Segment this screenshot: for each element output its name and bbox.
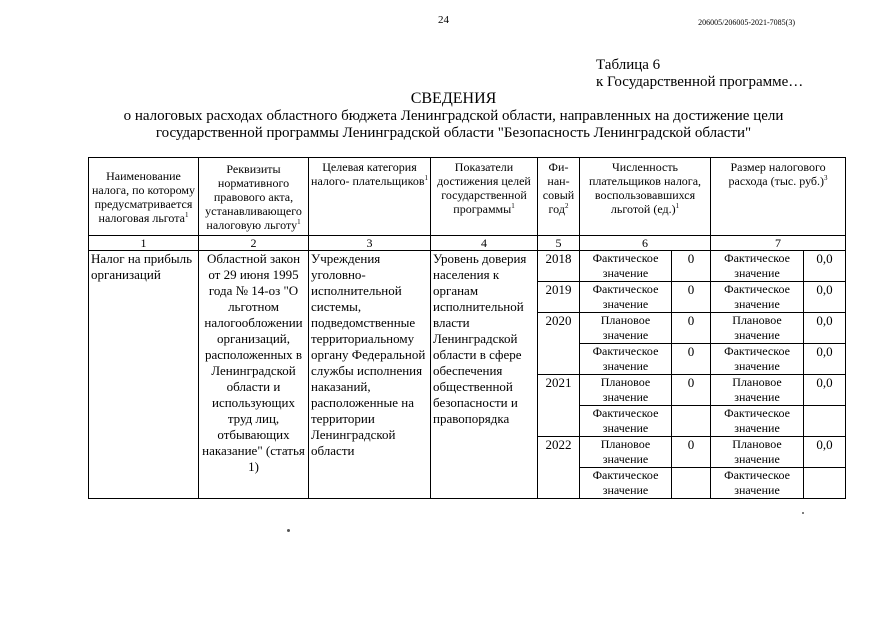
count-value-cell xyxy=(672,406,711,437)
column-header-indicators: Показатели достижения целей государственной программы$^1$ xyxy=(431,158,538,236)
count-type-cell: Фактическое значение xyxy=(580,282,672,313)
count-value-cell xyxy=(672,468,711,499)
amount-type-cell: Фактическое значение xyxy=(711,406,804,437)
column-header-fiscal-year: Фи- нан- совый год$^2$ xyxy=(538,158,580,236)
count-value-cell: 0 xyxy=(672,313,711,344)
column-number: 4 xyxy=(431,236,538,251)
count-type-cell: Плановое значение xyxy=(580,437,672,468)
count-value-cell: 0 xyxy=(672,375,711,406)
count-value-cell: 0 xyxy=(672,437,711,468)
amount-type-cell: Фактическое значение xyxy=(711,251,804,282)
indicator-cell: Уровень доверия населения к органам исполнительной власти Ленинградской области в сфере обеспечения общественной безопасности и правопорядка xyxy=(431,251,538,499)
count-type-cell: Фактическое значение xyxy=(580,406,672,437)
column-number: 2 xyxy=(199,236,309,251)
page-number: 24 xyxy=(438,14,449,26)
table-label: Таблица 6 xyxy=(596,57,661,73)
table-reference: к Государственной программе… xyxy=(596,74,804,90)
year-cell: 2022 xyxy=(538,437,580,499)
count-type-cell: Фактическое значение xyxy=(580,468,672,499)
amount-value-cell: 0,0 xyxy=(804,251,846,282)
amount-value-cell xyxy=(804,468,846,499)
amount-type-cell: Фактическое значение xyxy=(711,468,804,499)
count-value-cell: 0 xyxy=(672,251,711,282)
scan-speck xyxy=(287,529,290,532)
tax-name-cell: Налог на прибыль организаций xyxy=(89,251,199,499)
legal-act-cell: Областной закон от 29 июня 1995 года № 14-оз "О льготном налогообложении организаций, расположенных в Ленинградской области и использующих труд лиц, отбывающих наказание" (статья 1) xyxy=(199,251,309,499)
amount-type-cell: Плановое значение xyxy=(711,375,804,406)
column-number: 7 xyxy=(711,236,846,251)
header-row xyxy=(89,158,846,236)
document-code: 206005/206005-2021-7085(3) xyxy=(698,18,795,27)
tax-expenditure-table xyxy=(88,157,846,499)
scan-speck xyxy=(802,512,804,514)
count-type-cell: Фактическое значение xyxy=(580,251,672,282)
column-number: 6 xyxy=(580,236,711,251)
amount-value-cell: 0,0 xyxy=(804,313,846,344)
column-number: 1 xyxy=(89,236,199,251)
document-subtitle-line-1: о налоговых расходах областного бюджета Ленинградской области, направленных на достижение цели xyxy=(123,108,784,124)
column-number: 3 xyxy=(309,236,431,251)
amount-value-cell: 0,0 xyxy=(804,344,846,375)
count-type-cell: Фактическое значение xyxy=(580,344,672,375)
amount-value-cell: 0,0 xyxy=(804,282,846,313)
table-row xyxy=(89,251,846,282)
year-cell: 2019 xyxy=(538,282,580,313)
amount-value-cell: 0,0 xyxy=(804,375,846,406)
amount-value-cell: 0,0 xyxy=(804,437,846,468)
column-header-expenditure-amount: Размер налогового расхода (тыс. руб.)$^3$ xyxy=(711,158,846,236)
amount-type-cell: Плановое значение xyxy=(711,437,804,468)
amount-type-cell: Фактическое значение xyxy=(711,282,804,313)
amount-value-cell xyxy=(804,406,846,437)
column-header-legal-act: Реквизиты нормативного правового акта, устанавливающего налоговую льготу$^1$ xyxy=(199,158,309,236)
document-subtitle-line-2: государственной программы Ленинградской области "Безопасность Ленинградской области" xyxy=(155,125,752,141)
column-header-taxpayer-count: Численность плательщиков налога, воспользовавшихся льготой $(ед.)^1$ xyxy=(580,158,711,236)
year-cell: 2021 xyxy=(538,375,580,437)
column-header-taxpayer-category: Целевая категория налого- плательщиков$^1$ xyxy=(309,158,431,236)
column-header-tax-name: Наименование налога, по которому предусматривается налоговая льгота$^1$ xyxy=(89,158,199,236)
count-type-cell: Плановое значение xyxy=(580,313,672,344)
count-value-cell: 0 xyxy=(672,282,711,313)
count-type-cell: Плановое значение xyxy=(580,375,672,406)
year-cell: 2018 xyxy=(538,251,580,282)
year-cell: 2020 xyxy=(538,313,580,375)
column-number-row xyxy=(89,236,846,251)
amount-type-cell: Фактическое значение xyxy=(711,344,804,375)
amount-type-cell: Плановое значение xyxy=(711,313,804,344)
document-title: СВЕДЕНИЯ xyxy=(410,90,497,107)
taxpayer-category-cell: Учреждения уголовно-исполнительной системы, подведомственные территориальному органу Федеральной службы исполнения наказаний, расположенные на территории Ленинградской области xyxy=(309,251,431,499)
column-number: 5 xyxy=(538,236,580,251)
count-value-cell: 0 xyxy=(672,344,711,375)
